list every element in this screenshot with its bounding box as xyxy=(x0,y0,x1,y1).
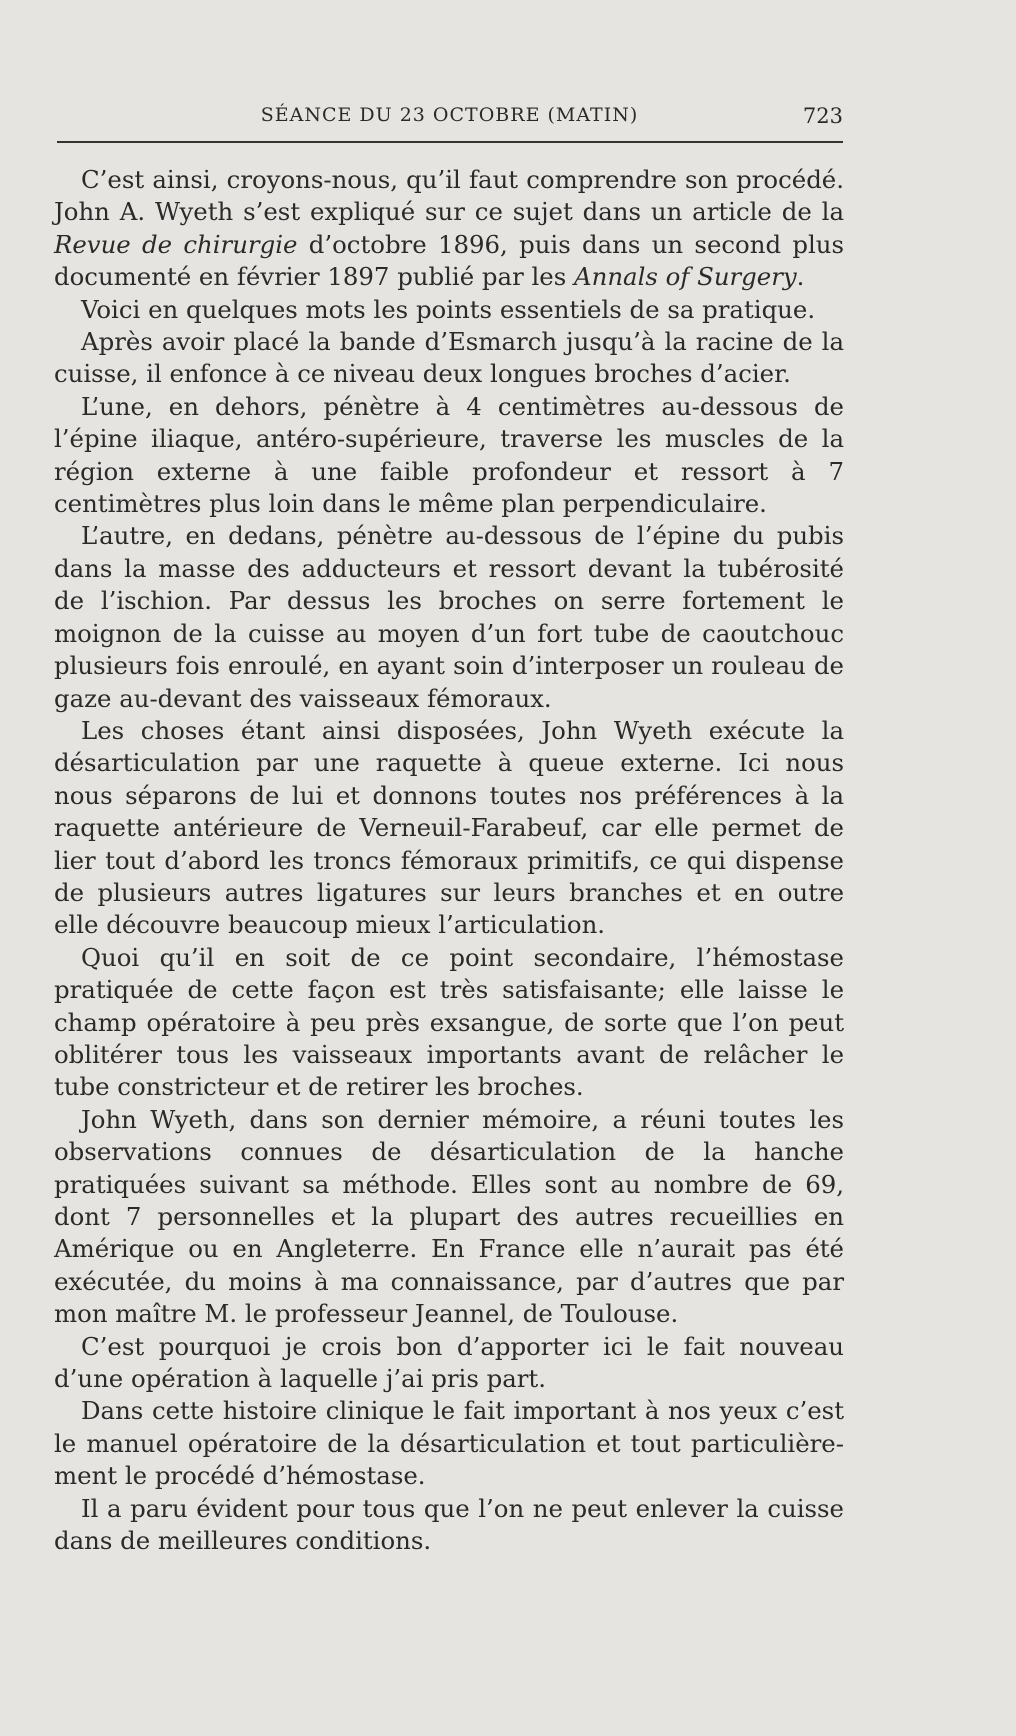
paragraph: L’une, en dehors, pénètre à 4 centimètres au-dessous de l’épine iliaque, antéro-supérieure, traverse les muscles de la région externe à une faible profondeur et ressort à 7 centimètres plus loin dans le même plan perpendiculaire. xyxy=(54,391,844,519)
paragraph: Après avoir placé la bande d’Esmarch jusqu’à la racine de la cuisse, il enfonce à ce niveau deux longues broches d’acier. xyxy=(54,327,844,389)
paragraph xyxy=(54,164,844,294)
paragraph: Il a paru évident pour tous que l’on ne peut enlever la cuisse dans de meilleures conditions. xyxy=(54,1493,844,1556)
paragraph: Dans cette histoire clinique le fait important à nos yeux c’est le manuel opératoire de la désarticulation et tout particulièrement le procédé d’hémostase. xyxy=(54,1396,844,1491)
text-run: d’octobre 1896, puis dans un second plus documenté en février 1897 publié par les xyxy=(54,229,844,292)
journal-title: Revue de chirurgie xyxy=(54,229,298,259)
page-number: 723 xyxy=(802,104,843,128)
running-head-title: SÉANCE DU 23 OCTOBRE (MATIN) xyxy=(260,104,639,126)
paragraph: Quoi qu’il en soit de ce point secondaire, l’hémostase pratiquée de cette façon est très satisfaisante; elle laisse le champ opératoire à peu près exsangue, de sorte que l’on peut oblitérer tous les vaisseaux importants avant de relâcher le tube constricteur et de retirer les broches. xyxy=(54,942,844,1102)
header-rule xyxy=(57,141,843,143)
paragraph: L’autre, en dedans, pénètre au-dessous de l’épine du pubis dans la masse des adducteurs et ressort devant la tubérosité de l’ischion. Par dessus les broches on serre fortement le moignon de la cuisse au moyen d’un fort tube de caoutchouc plusieurs fois enroulé, en ayant soin d’interposer un rouleau de gaze au-devant des vaisseaux fémoraux. xyxy=(54,521,844,713)
body-text xyxy=(54,164,844,1557)
journal-title: Annals of Surgery xyxy=(574,262,797,292)
paragraph: Voici en quelques mots les points essentiels de sa pratique. xyxy=(81,294,816,324)
text-run: . xyxy=(796,262,805,292)
running-head xyxy=(56,104,843,134)
paragraph: John Wyeth, dans son dernier mémoire, a réuni toutes les observations connues de désarticulation de la hanche pratiquées suivant sa méthode. Elles sont au nombre de 69, dont 7 personnelles et la plupart des autres recueillies en Amérique ou en Angleterre. En France elle n’aurait pas été exécutée, du moins à ma connaissance, par d’autres que par mon maître M. le professeur Jeannel, de Toulouse. xyxy=(54,1104,844,1329)
paragraph: C’est pourquoi je crois bon d’apporter ici le fait nouveau d’une opération à laquelle j’ai pris part. xyxy=(54,1331,844,1394)
text-run: C’est ainsi, croyons-nous, qu’il faut comprendre son procédé. John A. Wyeth s’est expliqué sur ce sujet dans un article de la xyxy=(54,165,844,227)
paragraph: Les choses étant ainsi disposées, John Wyeth exécute la désarticulation par une raquette à queue externe. Ici nous nous séparons de lui et donnons toutes nos préférences à la raquette antérieure de Verneuil-Farabeuf, car elle permet de lier tout d’abord les troncs fémoraux primitifs, ce qui dispense de plusieurs autres ligatures sur leurs branches et en outre elle découvre beaucoup mieux l’articulation. xyxy=(54,715,844,940)
